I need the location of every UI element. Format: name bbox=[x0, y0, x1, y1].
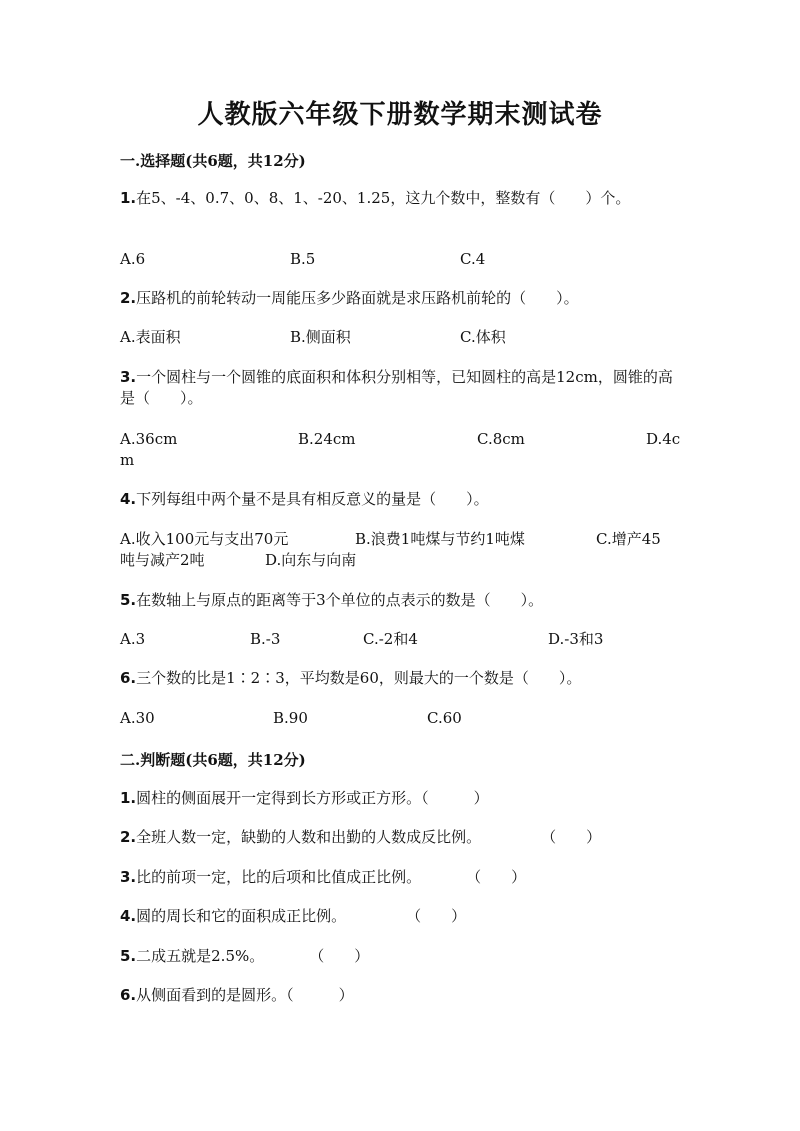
option-d-wrap: m bbox=[120, 451, 135, 469]
choice-question-3 bbox=[120, 367, 680, 409]
question-number: 2. bbox=[120, 289, 137, 307]
question-text: 下列每组中两个量不是具有相反意义的量是（ ）。 bbox=[136, 490, 489, 508]
judge-question-5 bbox=[120, 946, 680, 967]
option-a: A.30 bbox=[120, 709, 155, 727]
question-number: 6. bbox=[120, 669, 137, 687]
option-a: A.3 bbox=[120, 630, 146, 648]
question-number: 3. bbox=[120, 368, 137, 386]
question-number: 1. bbox=[120, 789, 137, 807]
question-number: 6. bbox=[120, 986, 137, 1004]
question-number: 3. bbox=[120, 868, 137, 886]
option-c: C.体积 bbox=[460, 328, 506, 346]
question-text: 在数轴上与原点的距离等于3个单位的点表示的数是（ ）。 bbox=[136, 591, 544, 609]
choice-question-1 bbox=[120, 188, 680, 209]
choice-question-2 bbox=[120, 288, 680, 309]
question-text: 二成五就是2.5%。 （ ） bbox=[136, 947, 370, 965]
question-text: 全班人数一定，缺勤的人数和出勤的人数成反比例。 （ ） bbox=[136, 828, 602, 846]
judge-question-4 bbox=[120, 906, 680, 927]
judge-question-3 bbox=[120, 867, 680, 888]
question-number: 5. bbox=[120, 591, 137, 609]
option-c: C.增产45 bbox=[596, 530, 661, 548]
choice-question-6 bbox=[120, 668, 680, 689]
choice-question-4 bbox=[120, 489, 680, 510]
question-number: 4. bbox=[120, 490, 137, 508]
choice-question-5 bbox=[120, 590, 680, 611]
question-text: 圆柱的侧面展开一定得到长方形或正方形。（ ） bbox=[136, 789, 489, 807]
page-title: 人教版六年级下册数学期末测试卷 bbox=[197, 100, 603, 130]
question-text: 圆的周长和它的面积成正比例。 （ ） bbox=[136, 907, 467, 925]
judge-question-1 bbox=[120, 788, 680, 809]
question-text: 一个圆柱与一个圆锥的底面积和体积分别相等，已知圆柱的高是12cm，圆锥的高是（ ）。 bbox=[120, 368, 673, 407]
question-number: 4. bbox=[120, 907, 137, 925]
question-text: 三个数的比是1∶2∶3，平均数是60，则最大的一个数是（ ）。 bbox=[136, 669, 582, 687]
section-heading-choice: 一.选择题(共6题，共12分) bbox=[120, 152, 306, 170]
question-text: 压路机的前轮转动一周能压多少路面就是求压路机前轮的（ ）。 bbox=[136, 289, 579, 307]
question-number: 5. bbox=[120, 947, 137, 965]
section-heading-true-false: 二.判断题(共6题，共12分) bbox=[120, 751, 306, 769]
option-b: B.24cm bbox=[298, 430, 356, 448]
option-b: B.90 bbox=[273, 709, 308, 727]
option-a: A.36cm bbox=[120, 430, 178, 448]
option-a: A.收入100元与支出70元 bbox=[120, 530, 289, 548]
option-a: A.表面积 bbox=[120, 328, 181, 346]
option-b: B.5 bbox=[290, 250, 316, 268]
judge-question-6 bbox=[120, 985, 680, 1006]
option-c: C.60 bbox=[427, 709, 462, 727]
option-c: C.4 bbox=[460, 250, 486, 268]
question-text: 比的前项一定，比的后项和比值成正比例。 （ ） bbox=[136, 868, 527, 886]
option-a: A.6 bbox=[120, 250, 146, 268]
option-b: B.侧面积 bbox=[290, 328, 351, 346]
option-d: D.向东与向南 bbox=[265, 551, 357, 569]
option-c-wrap: 吨与减产2吨 bbox=[120, 551, 205, 569]
option-d: D.4c bbox=[646, 430, 681, 448]
option-d: D.-3和3 bbox=[548, 630, 604, 648]
question-text: 从侧面看到的是圆形。（ ） bbox=[136, 986, 354, 1004]
judge-question-2 bbox=[120, 827, 680, 848]
option-c: C.8cm bbox=[477, 430, 525, 448]
option-b: B.浪费1吨煤与节约1吨煤 bbox=[355, 530, 525, 548]
question-number: 2. bbox=[120, 828, 137, 846]
option-b: B.-3 bbox=[250, 630, 281, 648]
question-text: 在5、-4、0.7、0、8、1、-20、1.25，这九个数中，整数有（ ）个。 bbox=[136, 189, 631, 207]
option-c: C.-2和4 bbox=[363, 630, 418, 648]
question-number: 1. bbox=[120, 189, 137, 207]
